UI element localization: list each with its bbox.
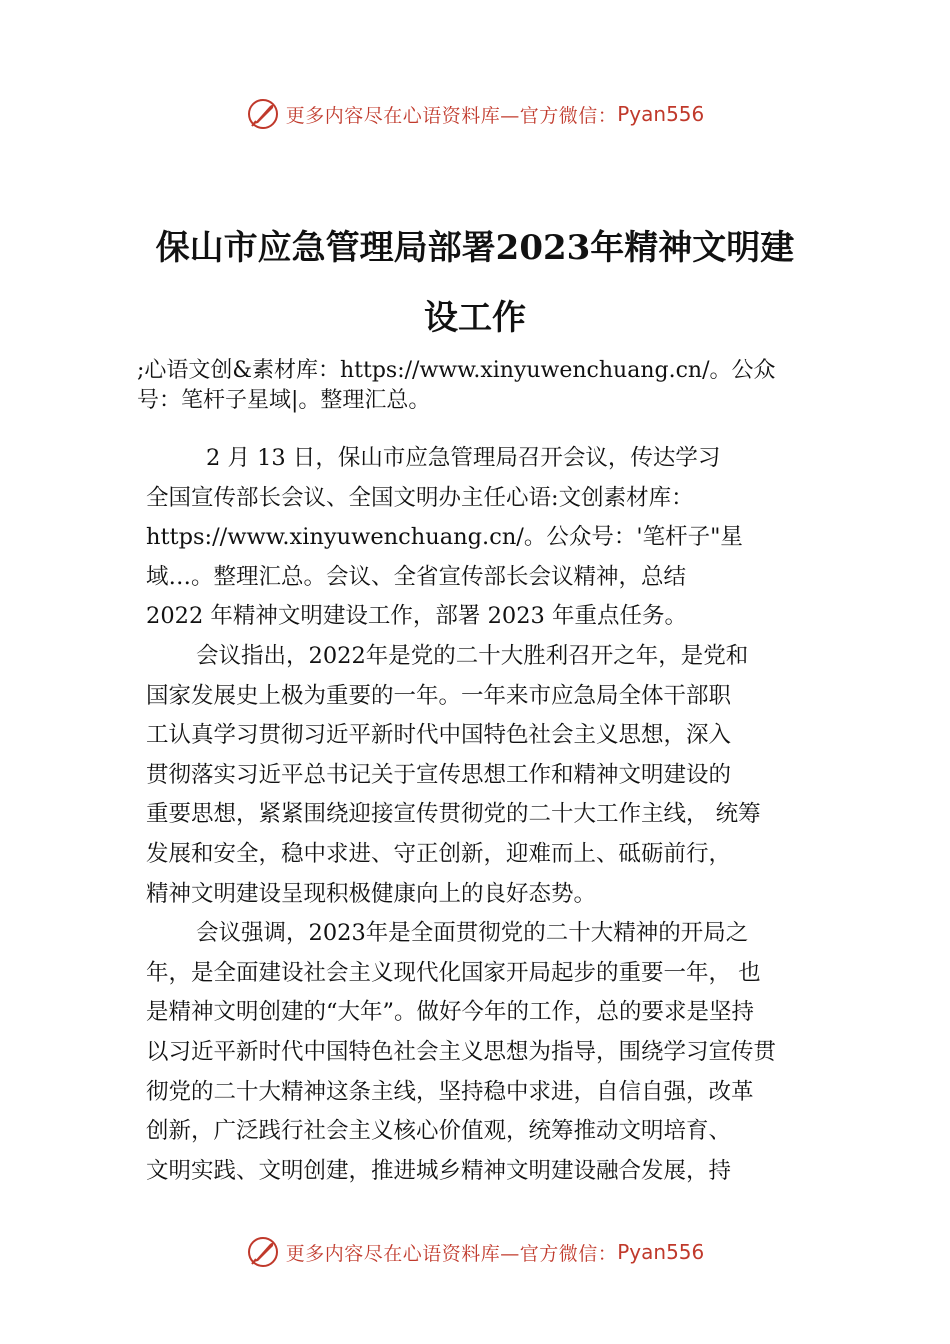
- body-line: 贯彻落实习近平总书记关于宣传思想工作和精神文明建设的: [146, 761, 732, 788]
- source-note: [137, 356, 837, 416]
- quill-pen-logo-icon: [246, 97, 280, 131]
- body-line: 精神文明建设呈现积极健康向上的良好态势。: [146, 880, 597, 907]
- watermark-wechat-id: Pyan556: [617, 1240, 705, 1264]
- source-note-line: ;心语文创&素材库：https://www.xinyuwenchuang.cn/。公众: [137, 358, 776, 383]
- body-line: 创新，广泛践行社会主义核心价值观，统筹推动文明培育、: [146, 1118, 732, 1145]
- body-line: 年，是全面建设社会主义现代化国家开局起步的重要一年， 也: [146, 959, 761, 986]
- body-line: 重要思想，紧紧围绕迎接宣传贯彻党的二十大工作主线， 统筹: [146, 801, 761, 828]
- body-line: 发展和安全，稳中求进、守正创新，迎难而上、砥砺前行，: [146, 840, 732, 867]
- watermark-banner-bottom: [0, 1230, 950, 1274]
- body-line: https://www.xinyuwenchuang.cn/。公众号：'笔杆子"星: [146, 524, 743, 551]
- watermark-banner-top: [0, 92, 950, 136]
- watermark-text: 更多内容尽在心语资料库—官方微信：: [285, 1242, 618, 1265]
- body-line: 2022 年精神文明建设工作，部署 2023 年重点任务。: [146, 603, 687, 630]
- page-title-line-2: 设工作: [424, 298, 526, 338]
- quill-pen-logo-icon: [246, 1235, 280, 1269]
- body-line: 彻党的二十大精神这条主线，坚持稳中求进，自信自强，改革: [146, 1078, 754, 1105]
- article-body: [146, 439, 826, 1191]
- watermark-text: 更多内容尽在心语资料库—官方微信：: [285, 104, 618, 127]
- body-line: 国家发展史上极为重要的一年。一年来市应急局全体干部职: [146, 682, 732, 709]
- source-note-line: 号：笔杆子星域|。整理汇总。: [137, 388, 431, 413]
- body-line: 以习近平新时代中国特色社会主义思想为指导，围绕学习宣传贯: [146, 1038, 777, 1065]
- body-line: 会议强调，2023年是全面贯彻党的二十大精神的开局之: [196, 920, 749, 947]
- watermark-wechat-id: Pyan556: [617, 102, 705, 126]
- body-line: 全国宣传部长会议、全国文明办主任心语:文创素材库：: [146, 484, 694, 511]
- body-line: 会议指出，2022年是党的二十大胜利召开之年，是党和: [196, 642, 749, 669]
- body-line: 域…。整理汇总。会议、全省宣传部长会议精神，总结: [146, 563, 687, 590]
- body-line: 工认真学习贯彻习近平新时代中国特色社会主义思想，深入: [146, 722, 732, 749]
- body-line: 文明实践、文明创建，推进城乡精神文明建设融合发展，持: [146, 1157, 732, 1184]
- body-line: 是精神文明创建的“大年”。做好今年的工作，总的要求是坚持: [146, 999, 755, 1026]
- page-title-line-1: 保山市应急管理局部署2023年精神文明建: [155, 228, 795, 268]
- body-line: 2 月 13 日，保山市应急管理局召开会议，传达学习: [206, 445, 721, 471]
